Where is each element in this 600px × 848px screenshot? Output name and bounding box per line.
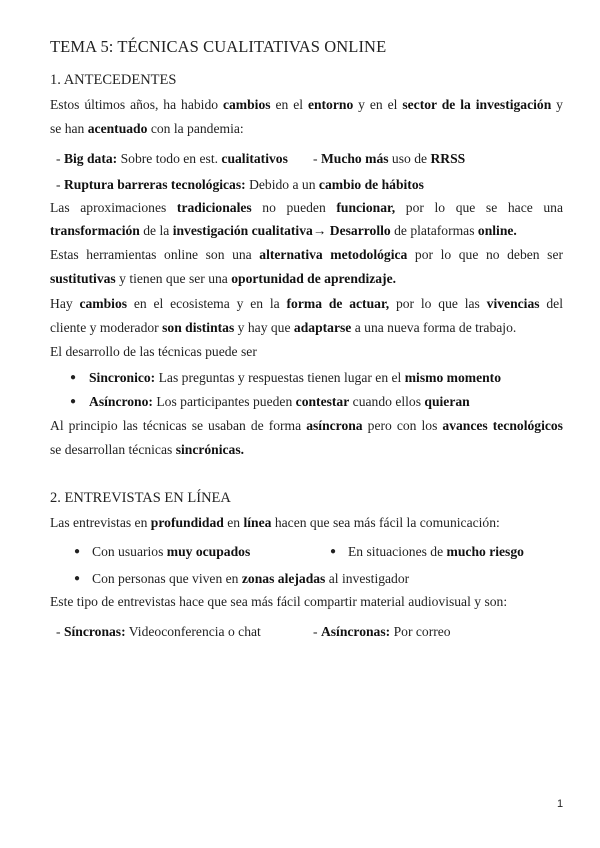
bullet-icon: ● bbox=[74, 573, 81, 584]
dash-item-sincronas: - Síncronas: Videoconferencia o chat bbox=[56, 624, 261, 639]
dash-item-asincronas: - Asíncronas: Por correo bbox=[313, 624, 451, 639]
paragraph-line: Las entrevistas en profundidad en línea hacen que sea más fácil la comunicación: bbox=[50, 515, 500, 530]
list-item-zonas: Con personas que viven en zonas alejadas al investigador bbox=[92, 571, 410, 586]
paragraph-line: Las aproximaciones tradicionales no pueden funcionar, por lo que se hace una bbox=[50, 200, 564, 215]
dash-item-ruptura: - Ruptura barreras tecnológicas: Debido a un cambio de hábitos bbox=[56, 177, 424, 192]
bullet-icon: ● bbox=[74, 546, 81, 557]
bullet-icon: ● bbox=[330, 546, 337, 557]
dash-item-big-data: - Big data: Sobre todo en est. cualitativos bbox=[56, 151, 288, 166]
page-title: TEMA 5: TÉCNICAS CUALITATIVAS ONLINE bbox=[50, 37, 387, 56]
paragraph-line: cliente y moderador son distintas y hay que adaptarse a una nueva forma de trabajo. bbox=[50, 320, 517, 335]
list-item-usuarios: Con usuarios muy ocupados bbox=[92, 544, 251, 559]
paragraph-line: Estos últimos años, ha habido cambios en el entorno y en el sector de la investigación y bbox=[50, 97, 563, 112]
section-heading-entrevistas: 2. ENTREVISTAS EN LÍNEA bbox=[50, 490, 231, 506]
list-item-sincronico: Sincronico: Las preguntas y respuestas tienen lugar en el mismo momento bbox=[89, 370, 502, 385]
bullet-icon: ● bbox=[70, 372, 77, 383]
dash-item-mucho-mas: - Mucho más uso de RRSS bbox=[313, 151, 466, 166]
list-item-asincrono: Asíncrono: Los participantes pueden contestar cuando ellos quieran bbox=[89, 394, 470, 409]
section-heading-antecedentes: 1. ANTECEDENTES bbox=[50, 72, 177, 88]
paragraph-line: se desarrollan técnicas sincrónicas. bbox=[50, 442, 245, 457]
paragraph-line: se han acentuado con la pandemia: bbox=[50, 121, 244, 136]
paragraph-line: sustitutivas y tienen que ser una oportunidad de aprendizaje. bbox=[50, 271, 397, 286]
page-number: 1 bbox=[557, 798, 564, 810]
paragraph-line: Estas herramientas online son una alternativa metodológica por lo que no deben ser bbox=[50, 247, 564, 262]
paragraph-line: Hay cambios en el ecosistema y en la forma de actuar, por lo que las vivencias del bbox=[50, 296, 563, 311]
paragraph-line: Al principio las técnicas se usaban de forma asíncrona pero con los avances tecnológicos bbox=[50, 418, 563, 433]
bullet-icon: ● bbox=[70, 396, 77, 407]
paragraph-line: Este tipo de entrevistas hace que sea más fácil compartir material audiovisual y son: bbox=[50, 594, 508, 609]
paragraph-line: El desarrollo de las técnicas puede ser bbox=[50, 344, 257, 359]
list-item-riesgo: En situaciones de mucho riesgo bbox=[348, 544, 524, 559]
paragraph-line: transformación de la investigación cualitativa→ Desarrollo de plataformas online. bbox=[50, 223, 517, 238]
